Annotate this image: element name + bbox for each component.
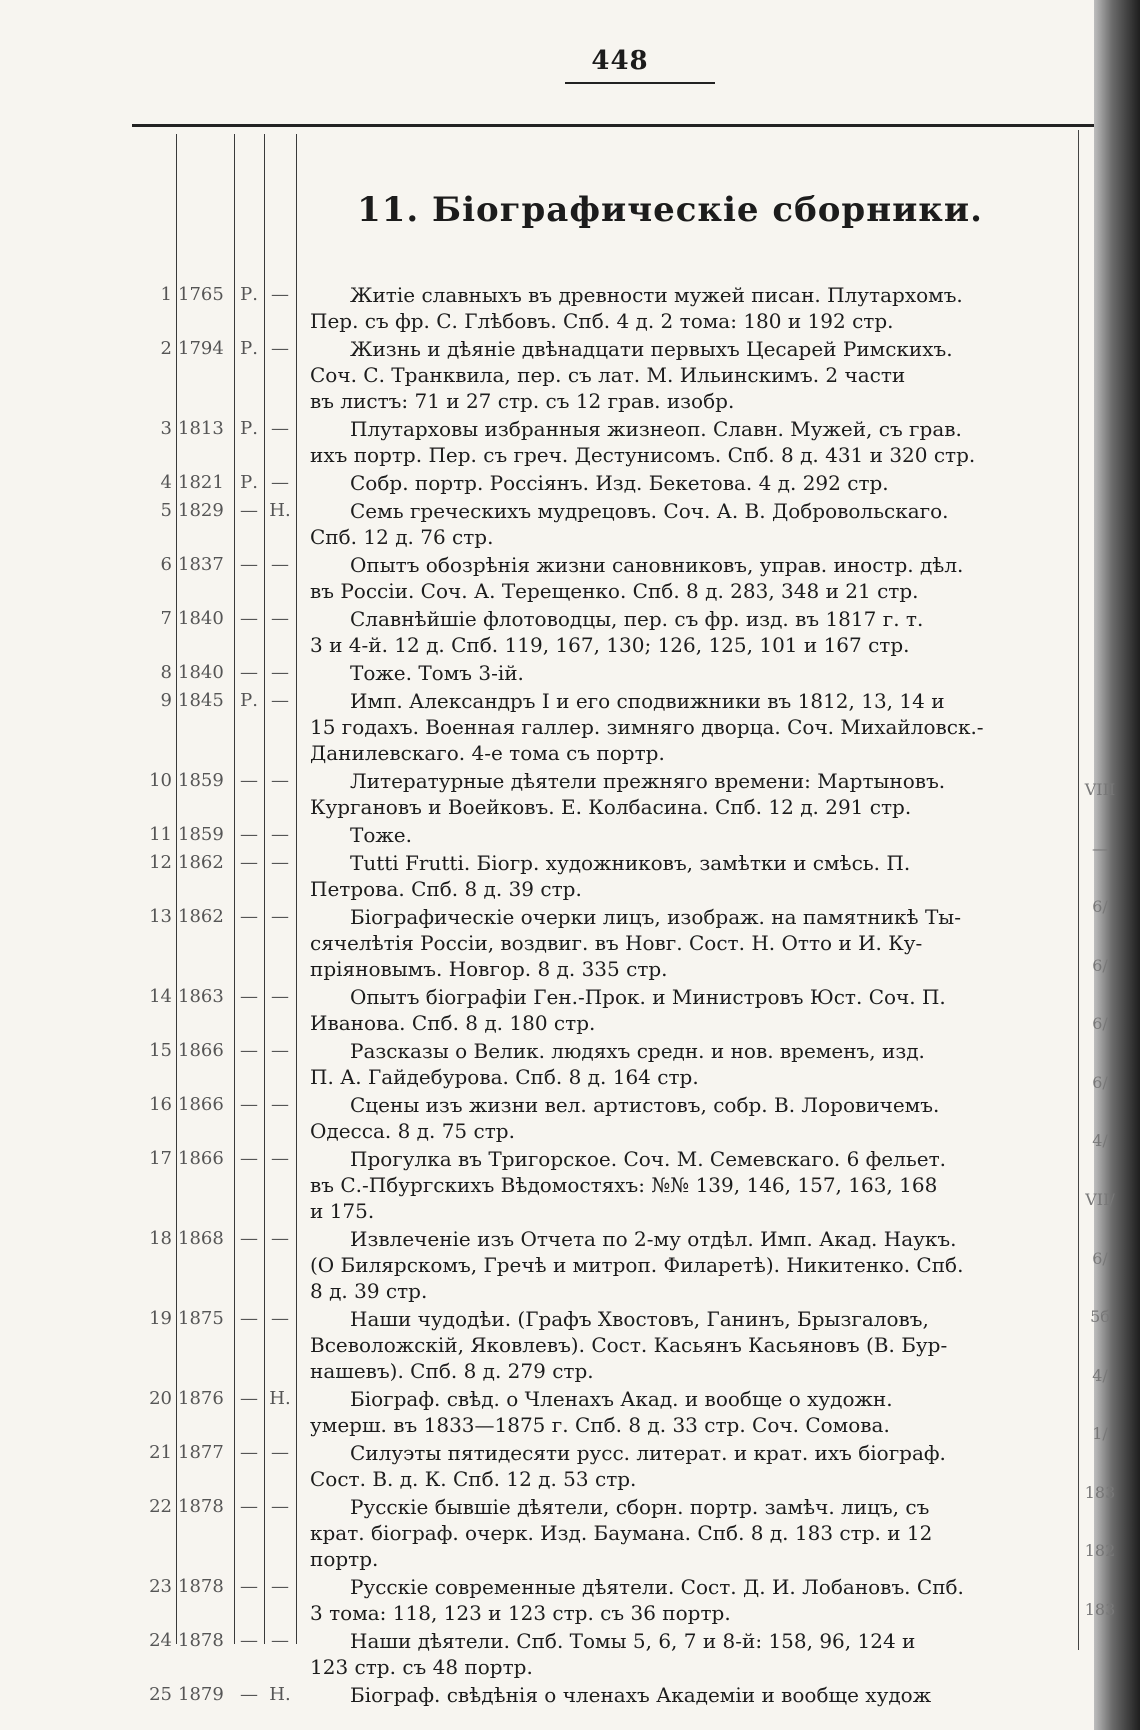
entry-line: Плутарховы избранныя жизнеоп. Славн. Мужей, съ грав. — [350, 417, 962, 441]
entry-row — [130, 822, 1080, 848]
entry-description — [296, 1682, 1080, 1708]
entry-line: Біографическіе очерки лицъ, изображ. на памятникѣ Ты- — [350, 905, 961, 929]
entry-line: 3 тома: 118, 123 и 123 стр. съ 36 портр. — [310, 1601, 731, 1625]
entry-year: 1837 — [178, 554, 224, 575]
entry-mark-n: — — [271, 1040, 289, 1061]
page-number-rule — [565, 82, 715, 84]
header-rule — [132, 124, 1140, 127]
entry-line: въ листъ: 71 и 27 стр. съ 12 грав. изобр. — [310, 389, 735, 413]
entry-line: Пер. съ фр. С. Глѣбовъ. Спб. 4 д. 2 тома: 180 и 192 стр. — [310, 309, 894, 333]
entry-line: Кургановъ и Воейковъ. Е. Колбасина. Спб. 12 д. 291 стр. — [310, 795, 912, 819]
entry-line: Данилевскаго. 4-е тома съ портр. — [310, 741, 665, 765]
entry-line: и 175. — [310, 1199, 375, 1223]
entry-description — [296, 850, 1080, 902]
entry-number: 12 — [149, 852, 172, 873]
entry-description — [296, 1146, 1080, 1224]
entry-year: 1877 — [178, 1442, 224, 1463]
entry-mark-r: — — [240, 500, 258, 521]
entry-mark-r: — — [240, 1094, 258, 1115]
entry-mark-n: — — [271, 1576, 289, 1597]
entry-line: Спб. 12 д. 76 стр. — [310, 525, 494, 549]
entry-year: 1859 — [178, 770, 224, 791]
margin-note: 6/ — [1092, 955, 1108, 975]
entry-mark-r: — — [240, 1148, 258, 1169]
entry-mark-r: — — [240, 986, 258, 1007]
entry-line: Жизнь и дѣяніе двѣнадцати первыхъ Цесарей Римскихъ. — [350, 337, 953, 361]
entry-mark-n: — — [271, 1228, 289, 1249]
entry-mark-n: — — [271, 906, 289, 927]
entry-description — [296, 606, 1080, 658]
entry-year: 1868 — [178, 1228, 224, 1249]
entry-mark-n: — — [271, 824, 289, 845]
entry-year: 1829 — [178, 500, 224, 521]
entry-year: 1866 — [178, 1094, 224, 1115]
entry-line: 15 годахъ. Военная галлер. зимняго дворца. Соч. Михайловск.- — [310, 715, 984, 739]
entry-row — [130, 1092, 1080, 1144]
entry-row — [130, 1494, 1080, 1572]
section-title: 11. Біографическіе сборники. — [357, 190, 983, 230]
entry-number: 1 — [160, 284, 172, 305]
entry-row — [130, 660, 1080, 686]
entry-line: Соч. С. Транквила, пер. съ лат. М. Ильинскимъ. 2 части — [310, 363, 906, 387]
margin-note: 6/ — [1092, 1248, 1108, 1268]
entry-line: Собр. портр. Россіянъ. Изд. Бекетова. 4 д. 292 стр. — [350, 471, 889, 495]
entry-year: 1866 — [178, 1040, 224, 1061]
entry-number: 24 — [149, 1630, 172, 1651]
entry-number: 8 — [160, 662, 172, 683]
entry-row — [130, 1440, 1080, 1492]
entry-year: 1879 — [178, 1684, 224, 1705]
entry-row — [130, 1038, 1080, 1090]
entry-description — [296, 768, 1080, 820]
entry-row — [130, 1574, 1080, 1626]
entry-mark-r: Р. — [240, 690, 258, 711]
entry-row — [130, 1386, 1080, 1438]
entry-number: 4 — [160, 472, 172, 493]
entry-year: 1862 — [178, 852, 224, 873]
entry-line: крат. біограф. очерк. Изд. Баумана. Спб. 8 д. 183 стр. и 12 — [310, 1521, 933, 1545]
entry-mark-n: — — [271, 418, 289, 439]
entry-line: Тоже. — [350, 823, 412, 847]
entry-line: Русскіе современные дѣятели. Сост. Д. И. Лобановъ. Спб. — [350, 1575, 964, 1599]
margin-note: VII/ — [1085, 1190, 1115, 1209]
entry-description — [296, 1038, 1080, 1090]
entry-description — [296, 1386, 1080, 1438]
entry-mark-n: — — [271, 1148, 289, 1169]
entry-description — [296, 1092, 1080, 1144]
entry-mark-n: — — [271, 662, 289, 683]
entry-line: Tutti Frutti. Біогр. художниковъ, замѣтки и смѣсь. П. — [350, 851, 911, 875]
margin-note: 4/ — [1092, 1365, 1108, 1385]
entry-number: 7 — [160, 608, 172, 629]
entry-row — [130, 498, 1080, 550]
entry-year: 1863 — [178, 986, 224, 1007]
margin-note: 183 — [1084, 1600, 1116, 1619]
entry-description — [296, 1628, 1080, 1680]
entry-mark-n: — — [271, 1094, 289, 1115]
entry-line: Одесса. 8 д. 75 стр. — [310, 1119, 515, 1143]
entry-row — [130, 606, 1080, 658]
margin-note: 5б — [1090, 1307, 1110, 1327]
entry-row — [130, 768, 1080, 820]
entry-year: 1840 — [178, 662, 224, 683]
entry-mark-r: — — [240, 770, 258, 791]
entry-number: 10 — [149, 770, 172, 791]
entry-line: Извлеченіе изъ Отчета по 2-му отдѣл. Имп. Акад. Наукъ. — [350, 1227, 957, 1251]
entry-line: въ Россіи. Соч. А. Терещенко. Спб. 8 д. 283, 348 и 21 стр. — [310, 579, 919, 603]
entry-number: 15 — [149, 1040, 172, 1061]
entry-mark-r: Р. — [240, 472, 258, 493]
entry-year: 1821 — [178, 472, 224, 493]
entry-line: сячелѣтія Россіи, воздвиг. въ Новг. Сост. Н. Отто и И. Ку- — [310, 931, 923, 955]
entry-mark-r: Р. — [240, 338, 258, 359]
margin-note: 6/ — [1092, 1072, 1108, 1092]
entry-row — [130, 416, 1080, 468]
entry-year: 1813 — [178, 418, 224, 439]
entry-mark-n: — — [271, 554, 289, 575]
entry-mark-r: — — [240, 608, 258, 629]
entry-line: Опытъ біографіи Ген.-Прок. и Министровъ Юст. Соч. П. — [350, 985, 946, 1009]
margin-note: VIII — [1084, 780, 1116, 799]
entry-line: Русскіе бывшіе дѣятели, сборн. портр. замѣч. лицъ, съ — [350, 1495, 930, 1519]
entry-line: Имп. Александръ I и его сподвижники въ 1812, 13, 14 и — [350, 689, 945, 713]
entry-mark-r: — — [240, 1388, 258, 1409]
entry-year: 1794 — [178, 338, 224, 359]
entry-mark-r: Р. — [240, 284, 258, 305]
entry-row — [130, 282, 1080, 334]
entry-mark-r: — — [240, 1040, 258, 1061]
entry-description — [296, 688, 1080, 766]
entry-row — [130, 1146, 1080, 1224]
entry-number: 3 — [160, 418, 172, 439]
entry-mark-n: — — [271, 284, 289, 305]
entry-year: 1878 — [178, 1576, 224, 1597]
entry-description — [296, 660, 1080, 686]
entry-line: Наши дѣятели. Спб. Томы 5, 6, 7 и 8-й: 158, 96, 124 и — [350, 1629, 916, 1653]
entry-line: Петрова. Спб. 8 д. 39 стр. — [310, 877, 582, 901]
entry-year: 1765 — [178, 284, 224, 305]
entry-mark-n: — — [271, 770, 289, 791]
entry-line: портр. — [310, 1547, 379, 1571]
entry-description — [296, 822, 1080, 848]
entry-number: 23 — [149, 1576, 172, 1597]
entry-mark-n: — — [271, 1630, 289, 1651]
entry-line: 123 стр. съ 48 портр. — [310, 1655, 533, 1679]
entry-mark-r: — — [240, 852, 258, 873]
entry-line: Біограф. свѣдѣнія о членахъ Академіи и вообще худож — [350, 1683, 932, 1707]
entry-line: Всеволожскій, Яковлевъ). Сост. Касьянъ Касьяновъ (В. Бур- — [310, 1333, 948, 1357]
entry-row — [130, 1682, 1080, 1708]
entry-description — [296, 1494, 1080, 1572]
entry-mark-r: — — [240, 1630, 258, 1651]
entry-description — [296, 1574, 1080, 1626]
entry-line: Прогулка въ Тригорское. Соч. М. Семевскаго. 6 фельет. — [350, 1147, 946, 1171]
margin-note: 4/ — [1092, 1131, 1108, 1151]
entry-number: 11 — [149, 824, 172, 845]
entry-description — [296, 1440, 1080, 1492]
entry-number: 19 — [149, 1308, 172, 1329]
entry-line: Силуэты пятидесяти русс. литерат. и крат. ихъ біограф. — [350, 1441, 946, 1465]
margin-note: 182 — [1084, 1541, 1116, 1561]
entry-line: Семь греческихъ мудрецовъ. Соч. А. В. Добровольскаго. — [350, 499, 949, 523]
entry-mark-n: — — [271, 986, 289, 1007]
entry-line: Наши чудодѣи. (Графъ Хвостовъ, Ганинъ, Брызгаловъ, — [350, 1307, 929, 1331]
entry-number: 17 — [149, 1148, 172, 1169]
entry-mark-n: — — [271, 338, 289, 359]
entry-line: 3 и 4-й. 12 д. Спб. 119, 167, 130; 126, 125, 101 и 167 стр. — [310, 633, 910, 657]
entry-row — [130, 1226, 1080, 1304]
entry-description — [296, 552, 1080, 604]
entry-number: 13 — [149, 906, 172, 927]
entry-number: 18 — [149, 1228, 172, 1249]
entry-mark-r: — — [240, 1442, 258, 1463]
entry-line: пріяновымъ. Новгор. 8 д. 335 стр. — [310, 957, 668, 981]
margin-note: 6/ — [1092, 1014, 1108, 1034]
entry-line: Разсказы о Велик. людяхъ средн. и нов. временъ, изд. — [350, 1039, 925, 1063]
margin-note: 1/ — [1092, 1424, 1108, 1444]
entry-line: въ С.-Пбургскихъ Вѣдомостяхъ: №№ 139, 146, 157, 163, 168 — [310, 1173, 938, 1197]
entry-year: 1862 — [178, 906, 224, 927]
entry-mark-n: — — [271, 690, 289, 711]
entry-row — [130, 470, 1080, 496]
entry-description — [296, 282, 1080, 334]
entry-row — [130, 984, 1080, 1036]
entry-mark-r: — — [240, 906, 258, 927]
entry-year: 1840 — [178, 608, 224, 629]
entry-mark-n: — — [271, 472, 289, 493]
entry-description — [296, 1226, 1080, 1304]
entry-line: Сцены изъ жизни вел. артистовъ, собр. В. Лоровичемъ. — [350, 1093, 940, 1117]
entry-line: 8 д. 39 стр. — [310, 1279, 428, 1303]
entry-description — [296, 470, 1080, 496]
entry-row — [130, 904, 1080, 982]
entry-line: нашевъ). Спб. 8 д. 279 стр. — [310, 1359, 594, 1383]
entry-row — [130, 552, 1080, 604]
entry-row — [130, 336, 1080, 414]
entry-mark-n: — — [271, 852, 289, 873]
entry-mark-r: Р. — [240, 418, 258, 439]
entry-mark-r: — — [240, 1684, 258, 1705]
entry-line: Литературные дѣятели прежняго времени: Мартыновъ. — [350, 769, 946, 793]
entry-description — [296, 904, 1080, 982]
page-number: 448 — [591, 46, 649, 76]
entry-number: 6 — [160, 554, 172, 575]
margin-note: 6/ — [1092, 897, 1108, 917]
entry-mark-r: — — [240, 662, 258, 683]
entry-line: Тоже. Томъ 3-ій. — [350, 661, 524, 685]
entry-number: 20 — [149, 1388, 172, 1409]
entry-year: 1866 — [178, 1148, 224, 1169]
entry-line: Сост. В. д. К. Спб. 12 д. 53 стр. — [310, 1467, 637, 1491]
entry-row — [130, 1306, 1080, 1384]
entry-number: 2 — [160, 338, 172, 359]
entry-description — [296, 498, 1080, 550]
entry-row — [130, 688, 1080, 766]
entry-mark-r: — — [240, 1576, 258, 1597]
entry-year: 1878 — [178, 1630, 224, 1651]
entry-year: 1845 — [178, 690, 224, 711]
entry-description — [296, 416, 1080, 468]
entry-mark-n: — — [271, 1496, 289, 1517]
entry-mark-r: — — [240, 1496, 258, 1517]
entry-row — [130, 850, 1080, 902]
entry-number: 5 — [160, 500, 172, 521]
entry-line: П. А. Гайдебурова. Спб. 8 д. 164 стр. — [310, 1065, 699, 1089]
binding-shadow — [1094, 0, 1140, 1730]
entry-mark-n: Н. — [269, 1388, 291, 1409]
entry-description — [296, 984, 1080, 1036]
entry-mark-r: — — [240, 824, 258, 845]
entry-description — [296, 336, 1080, 414]
entry-number: 21 — [149, 1442, 172, 1463]
entry-description — [296, 1306, 1080, 1384]
entry-row — [130, 1628, 1080, 1680]
entry-mark-r: — — [240, 554, 258, 575]
entry-number: 14 — [149, 986, 172, 1007]
entry-mark-n: — — [271, 1308, 289, 1329]
entry-mark-r: — — [240, 1308, 258, 1329]
entry-year: 1878 — [178, 1496, 224, 1517]
entry-number: 22 — [149, 1496, 172, 1517]
entry-mark-r: — — [240, 1228, 258, 1249]
entry-year: 1859 — [178, 824, 224, 845]
entry-mark-n: Н. — [269, 500, 291, 521]
margin-note: 183 — [1084, 1482, 1116, 1502]
entry-line: умерш. въ 1833—1875 г. Спб. 8 д. 33 стр. Соч. Сомова. — [310, 1413, 890, 1437]
margin-note: — — [1092, 838, 1108, 858]
entry-line: ихъ портр. Пер. съ греч. Дестунисомъ. Спб. 8 д. 431 и 320 стр. — [310, 443, 976, 467]
entry-line: Опытъ обозрѣнія жизни сановниковъ, управ. иностр. дѣл. — [350, 553, 964, 577]
entry-mark-n: — — [271, 608, 289, 629]
entry-number: 25 — [149, 1684, 172, 1705]
entry-number: 9 — [160, 690, 172, 711]
entry-line: (О Билярскомъ, Гречѣ и митроп. Филаретѣ). Никитенко. Спб. — [310, 1253, 964, 1277]
entry-year: 1875 — [178, 1308, 224, 1329]
entry-line: Біограф. свѣд. о Членахъ Акад. и вообще о художн. — [350, 1387, 893, 1411]
entry-line: Иванова. Спб. 8 д. 180 стр. — [310, 1011, 596, 1035]
entry-year: 1876 — [178, 1388, 224, 1409]
entry-line: Славнѣйшіе флотоводцы, пер. съ фр. изд. въ 1817 г. т. — [350, 607, 924, 631]
entry-line: Житіе славныхъ въ древности мужей писан. Плутархомъ. — [350, 283, 963, 307]
entry-number: 16 — [149, 1094, 172, 1115]
entry-mark-n: Н. — [269, 1684, 291, 1705]
entry-mark-n: — — [271, 1442, 289, 1463]
